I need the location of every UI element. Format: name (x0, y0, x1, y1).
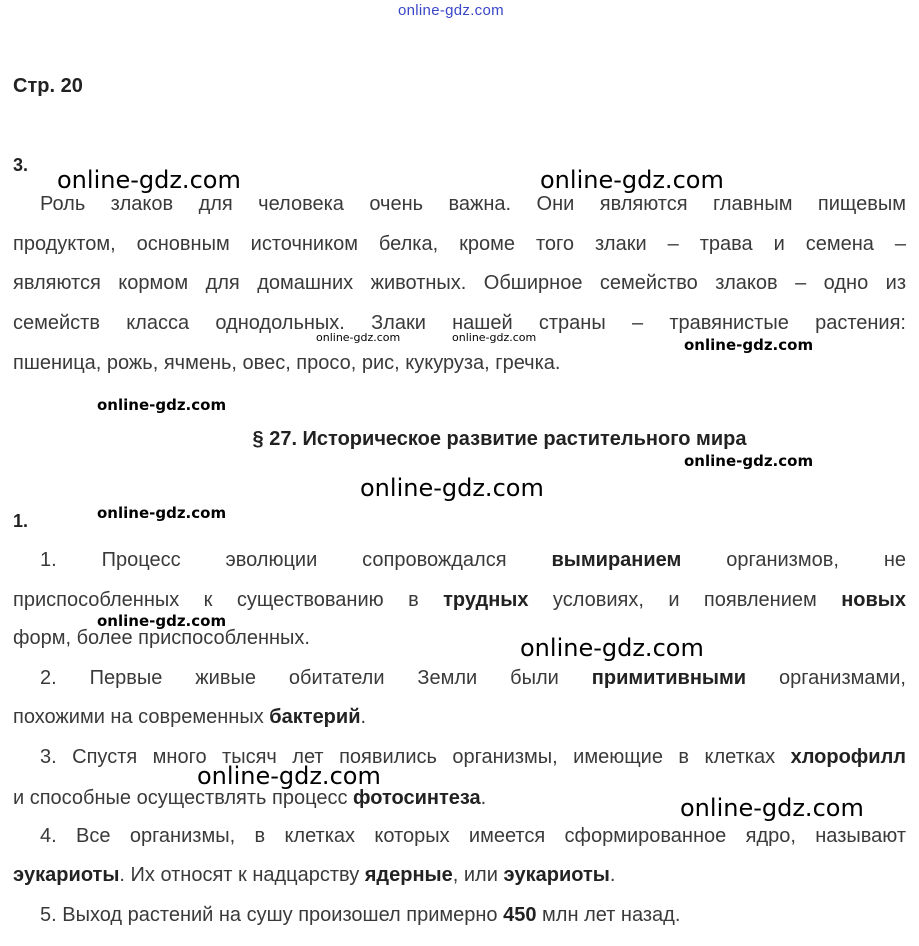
watermark: online-gdz.com (452, 331, 537, 344)
watermark: online-gdz.com (360, 474, 544, 502)
watermark: online-gdz.com (684, 452, 814, 470)
section-title: § 27. Историческое развитие растительного мира (252, 428, 747, 450)
watermark: online-gdz.com (316, 331, 401, 344)
paragraph-2-line: похожими на современных бактерий. (13, 706, 367, 728)
paragraph-2-line: 2. Первые живые обитатели Земли были примитивными организмами, (40, 667, 906, 689)
paragraph-1-line: приспособленных к существованию в трудных условиях, и появлением новых (13, 589, 906, 611)
watermark: online-gdz.com (197, 762, 381, 790)
paragraph-1-line: форм, более приспособленных. (13, 627, 310, 649)
watermark: online-gdz.com (520, 634, 704, 662)
watermark: online-gdz.com (684, 336, 814, 354)
paragraph-3-line: и способные осуществлять процесс фотосинтеза. (13, 787, 487, 809)
page-label: Стр. 20 (13, 75, 83, 97)
watermark: online-gdz.com (680, 794, 864, 822)
task-3-line: являются кормом для домашних животных. Обширное семейство злаков – одно из (13, 272, 906, 294)
task-3-line: семейств класса однодольных. Злаки нашей страны – травянистые растения: (13, 312, 906, 334)
watermark: online-gdz.com (540, 166, 724, 194)
task-1-number: 1. (13, 511, 29, 531)
site-mark: online-gdz.com (398, 2, 504, 19)
watermark: online-gdz.com (97, 396, 227, 414)
task-3-line: Роль злаков для человека очень важна. Они являются главным пищевым (40, 193, 906, 215)
paragraph-3-line: 3. Спустя много тысяч лет появились организмы, имеющие в клетках хлорофилл (40, 746, 906, 768)
watermark: online-gdz.com (97, 504, 227, 522)
task-3-line: пшеница, рожь, ячмень, овес, просо, рис, кукуруза, гречка. (13, 352, 561, 374)
paragraph-5-line: 5. Выход растений на сушу произошел примерно 450 млн лет назад. (40, 904, 681, 926)
watermark: online-gdz.com (57, 166, 241, 194)
paragraph-1-line: 1. Процесс эволюции сопровождался вымиранием организмов, не (40, 549, 906, 571)
paragraph-4-line: эукариоты. Их относят к надцарству ядерные, или эукариоты. (13, 864, 616, 886)
task-3-number: 3. (13, 155, 29, 175)
watermark: online-gdz.com (97, 612, 227, 630)
paragraph-4-line: 4. Все организмы, в клетках которых имеется сформированное ядро, называют (40, 825, 906, 847)
task-3-line: продуктом, основным источником белка, кроме того злаки – трава и семена – (13, 233, 906, 255)
